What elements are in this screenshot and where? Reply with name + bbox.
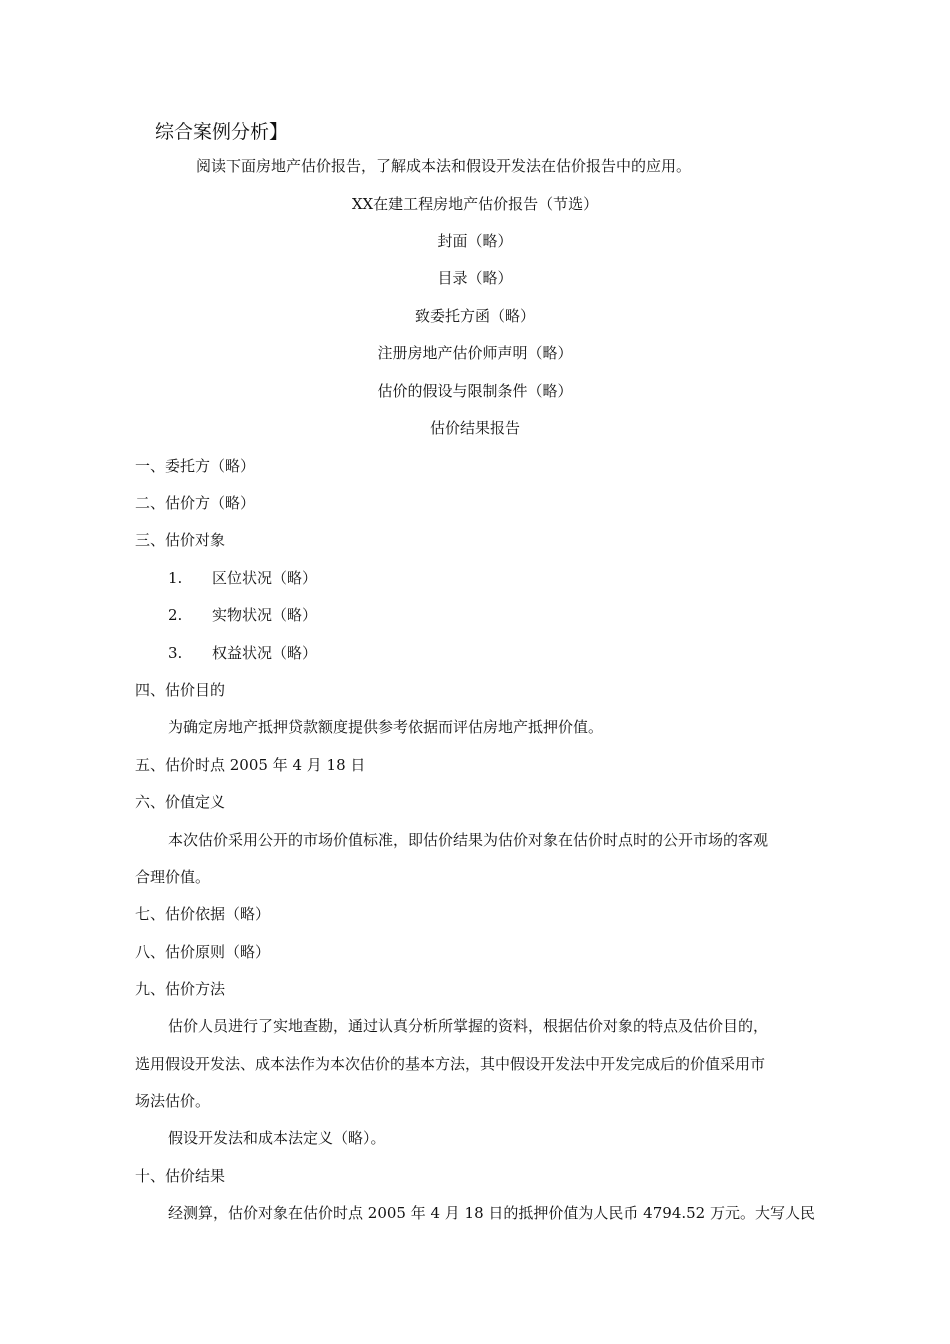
list-item bbox=[168, 643, 317, 663]
section-1: 一、委托方（略） bbox=[135, 457, 256, 475]
section-9-body-cont: 场法估价。 bbox=[135, 1092, 211, 1110]
section-9: 九、估价方法 bbox=[135, 980, 226, 998]
list-item bbox=[168, 605, 317, 625]
list-text: 实物状况（略） bbox=[212, 606, 318, 624]
section-10: 十、估价结果 bbox=[135, 1167, 226, 1185]
section-4-body: 为确定房地产抵押贷款额度提供参考依据而评估房地产抵押价值。 bbox=[168, 718, 604, 736]
list-number: 1. bbox=[168, 569, 183, 587]
toc-item: 估价结果报告 bbox=[429, 419, 520, 437]
intro-paragraph: 阅读下面房地产估价报告，了解成本法和假设开发法在估价报告中的应用。 bbox=[196, 157, 692, 175]
section-heading: 综合案例分析】 bbox=[155, 121, 289, 143]
list-item bbox=[168, 568, 317, 588]
section-9-body-cont: 选用假设开发法、成本法作为本次估价的基本方法，其中假设开发法中开发完成后的价值采用市 bbox=[135, 1055, 766, 1073]
toc-item: 注册房地产估价师声明（略） bbox=[377, 344, 573, 362]
section-6: 六、价值定义 bbox=[135, 793, 226, 811]
section-3: 三、估价对象 bbox=[135, 531, 226, 549]
section-6-body-cont: 合理价值。 bbox=[135, 868, 211, 886]
toc-item: 封面（略） bbox=[437, 232, 513, 250]
section-7: 七、估价依据（略） bbox=[135, 905, 271, 923]
section-6-body: 本次估价采用公开的市场价值标准，即估价结果为估价对象在估价时点时的公开市场的客观 bbox=[168, 831, 769, 849]
section-9-body: 估价人员进行了实地查勘，通过认真分析所掌握的资料，根据估价对象的特点及估价目的， bbox=[168, 1017, 769, 1035]
list-number: 3. bbox=[168, 644, 183, 662]
list-number: 2. bbox=[168, 606, 183, 624]
section-2: 二、估价方（略） bbox=[135, 494, 256, 512]
toc-item: 目录（略） bbox=[437, 269, 513, 287]
list-text: 权益状况（略） bbox=[212, 644, 318, 662]
section-8: 八、估价原则（略） bbox=[135, 943, 271, 961]
report-title: XX在建工程房地产估价报告（节选） bbox=[351, 195, 599, 213]
section-10-body: 经测算，估价对象在估价时点 2005 年 4 月 18 日的抵押价值为人民币 4794.52 万元。大写人民 bbox=[168, 1204, 815, 1222]
section-4: 四、估价目的 bbox=[135, 681, 226, 699]
toc-item: 致委托方函（略） bbox=[414, 307, 535, 325]
list-text: 区位状况（略） bbox=[212, 569, 318, 587]
toc-item: 估价的假设与限制条件（略） bbox=[377, 382, 573, 400]
section-9-note: 假设开发法和成本法定义（略）。 bbox=[168, 1129, 386, 1147]
section-5: 五、估价时点 2005 年 4 月 18 日 bbox=[135, 756, 366, 774]
